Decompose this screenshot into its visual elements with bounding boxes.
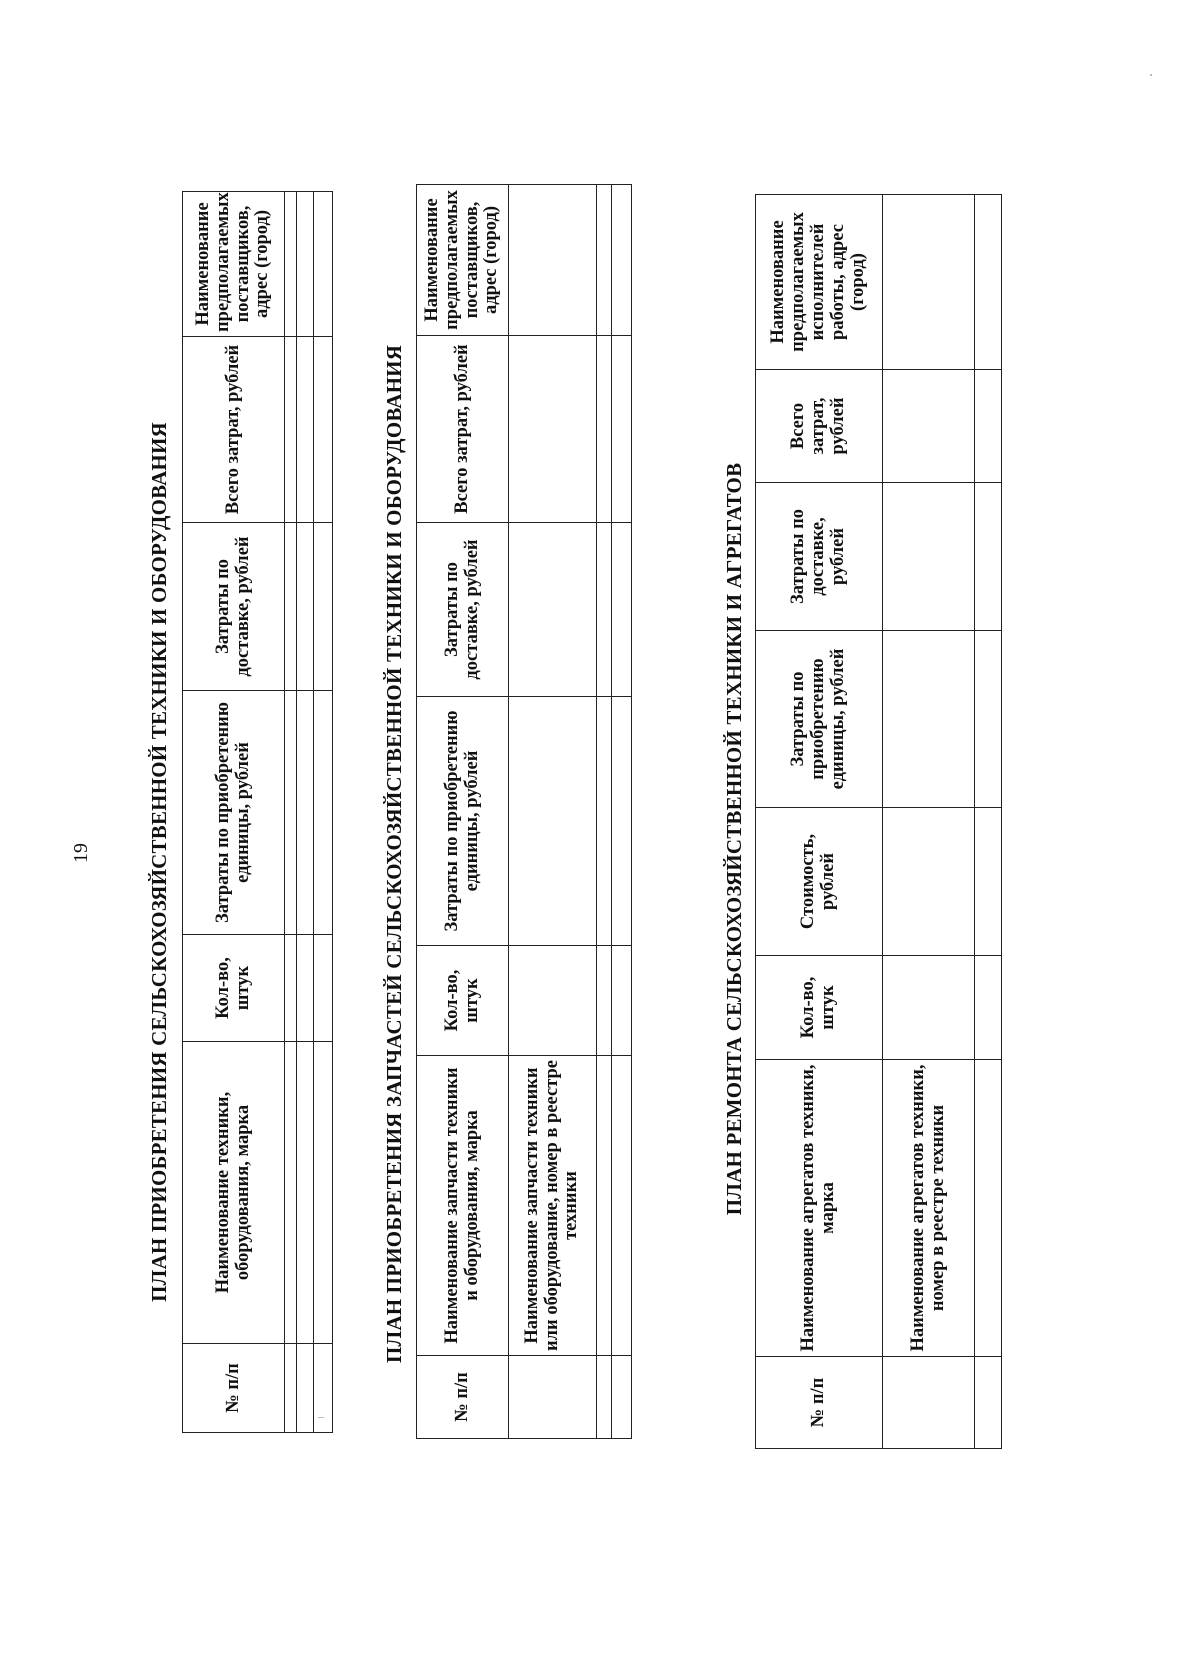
table3-header-row bbox=[756, 195, 883, 1449]
table-cell bbox=[612, 1356, 632, 1439]
table-row bbox=[285, 192, 297, 1433]
table-cell bbox=[314, 192, 333, 337]
table-cell bbox=[612, 697, 632, 946]
table3-header-unit-cost: Затраты по приобретению единицы, рублей bbox=[756, 631, 883, 808]
table-cell bbox=[597, 336, 612, 523]
table-cell bbox=[314, 523, 333, 691]
table-cell bbox=[597, 523, 612, 697]
table-cell bbox=[883, 631, 975, 808]
table1 bbox=[182, 191, 333, 1433]
table-cell bbox=[975, 1357, 1002, 1449]
table-cell bbox=[285, 691, 297, 935]
table3-header-contractors: Наименование предполагаемых исполнителей работы, адрес (город) bbox=[756, 195, 883, 370]
table-cell bbox=[297, 337, 314, 523]
table-cell bbox=[314, 1042, 333, 1344]
page-number: 19 bbox=[70, 843, 92, 863]
table-cell bbox=[314, 935, 333, 1042]
table-cell bbox=[285, 523, 297, 691]
table-cell bbox=[297, 523, 314, 691]
table-cell bbox=[612, 523, 632, 697]
table-cell bbox=[612, 185, 632, 336]
table-cell bbox=[509, 336, 597, 523]
table-cell bbox=[597, 1056, 612, 1356]
table-cell bbox=[975, 631, 1002, 808]
table1-header-row bbox=[183, 192, 285, 1433]
table-cell bbox=[883, 483, 975, 631]
table-cell bbox=[597, 946, 612, 1056]
table-cell bbox=[297, 192, 314, 337]
table2-header-delivery-cost: Затраты по доставке, рублей bbox=[417, 523, 509, 697]
table3-title: ПЛАН РЕМОНТА СЕЛЬСКОХОЗЯЙСТВЕННОЙ ТЕХНИКИ И АГРЕГАТОВ bbox=[722, 462, 746, 1216]
table-row bbox=[297, 192, 314, 1433]
table-row bbox=[509, 185, 597, 1439]
table1-header-num: № п/п bbox=[183, 1344, 285, 1433]
table-cell bbox=[883, 1357, 975, 1449]
table2 bbox=[416, 184, 632, 1439]
table1-title: ПЛАН ПРИОБРЕТЕНИЯ СЕЛЬСКОХОЗЯЙСТВЕННОЙ ТЕХНИКИ И ОБОРУДОВАНИЯ bbox=[147, 422, 171, 1302]
table-cell bbox=[297, 935, 314, 1042]
table2-header-row bbox=[417, 185, 509, 1439]
table2-title: ПЛАН ПРИОБРЕТЕНИЯ ЗАПЧАСТЕЙ СЕЛЬСКОХОЗЯЙСТВЕННОЙ ТЕХНИКИ И ОБОРУДОВАНИЯ bbox=[382, 344, 406, 1364]
table-cell bbox=[297, 691, 314, 935]
table1-header-name: Наименование техники, оборудования, марка bbox=[183, 1042, 285, 1344]
table-cell bbox=[612, 1056, 632, 1356]
table-row bbox=[314, 192, 333, 1433]
table3-header-total: Всего затрат, рублей bbox=[756, 370, 883, 483]
table-row bbox=[975, 195, 1002, 1449]
table1-header-qty: Кол-во, штук bbox=[183, 935, 285, 1042]
table-cell bbox=[975, 370, 1002, 483]
table1-header-unit-cost: Затраты по приобретению единицы, рублей bbox=[183, 691, 285, 935]
table-cell bbox=[509, 1356, 597, 1439]
table-cell bbox=[285, 192, 297, 337]
table2-header-suppliers: Наименование предполагаемых поставщиков, адрес (город) bbox=[417, 185, 509, 336]
table-row bbox=[612, 185, 632, 1439]
table-cell bbox=[883, 195, 975, 370]
table-cell bbox=[597, 185, 612, 336]
table2-header-qty: Кол-во, штук bbox=[417, 946, 509, 1056]
table-cell bbox=[314, 1344, 333, 1433]
table-cell bbox=[285, 337, 297, 523]
table-cell bbox=[883, 808, 975, 956]
table-cell bbox=[597, 697, 612, 946]
table-cell bbox=[612, 336, 632, 523]
table-cell bbox=[509, 185, 597, 336]
table-cell bbox=[975, 483, 1002, 631]
table2-header-total: Всего затрат, рублей bbox=[417, 336, 509, 523]
table1-header-delivery-cost: Затраты по доставке, рублей bbox=[183, 523, 285, 691]
table2-header-unit-cost: Затраты по приобретению единицы, рублей bbox=[417, 697, 509, 946]
table-cell bbox=[509, 523, 597, 697]
table-cell: Наименование запчасти техники или оборудование, номер в реестре техники bbox=[509, 1056, 597, 1356]
table3-header-cost: Стоимость, рублей bbox=[756, 808, 883, 956]
table2-header-name: Наименование запчасти техники и оборудования, марка bbox=[417, 1056, 509, 1356]
table-cell bbox=[612, 946, 632, 1056]
table-cell bbox=[509, 697, 597, 946]
table-cell bbox=[597, 1356, 612, 1439]
table-row bbox=[597, 185, 612, 1439]
table1-header-suppliers: Наименование предполагаемых поставщиков, адрес (город) bbox=[183, 192, 285, 337]
table-row bbox=[883, 195, 975, 1449]
table-cell bbox=[883, 370, 975, 483]
table-cell bbox=[314, 337, 333, 523]
table-cell bbox=[285, 1344, 297, 1433]
table-cell bbox=[297, 1042, 314, 1344]
scan-speck bbox=[318, 1417, 324, 1418]
table2-header-num: № п/п bbox=[417, 1356, 509, 1439]
table-cell bbox=[975, 195, 1002, 370]
table3 bbox=[755, 194, 1002, 1449]
table-cell bbox=[285, 1042, 297, 1344]
table-cell: Наименование агрегатов техники, номер в реестре техники bbox=[883, 1060, 975, 1357]
table1-header-total: Всего затрат, рублей bbox=[183, 337, 285, 523]
table3-header-delivery-cost: Затраты по доставке, рублей bbox=[756, 483, 883, 631]
table3-header-num: № п/п bbox=[756, 1357, 883, 1449]
table-cell bbox=[975, 956, 1002, 1060]
table3-header-qty: Кол-во, штук bbox=[756, 956, 883, 1060]
table-cell bbox=[975, 1060, 1002, 1357]
table3-header-name: Наименование агрегатов техники, марка bbox=[756, 1060, 883, 1357]
table-cell bbox=[883, 956, 975, 1060]
table-cell bbox=[314, 691, 333, 935]
table-cell bbox=[975, 808, 1002, 956]
table-cell bbox=[509, 946, 597, 1056]
scan-speck bbox=[1150, 74, 1152, 76]
table-cell bbox=[297, 1344, 314, 1433]
table-cell bbox=[285, 935, 297, 1042]
